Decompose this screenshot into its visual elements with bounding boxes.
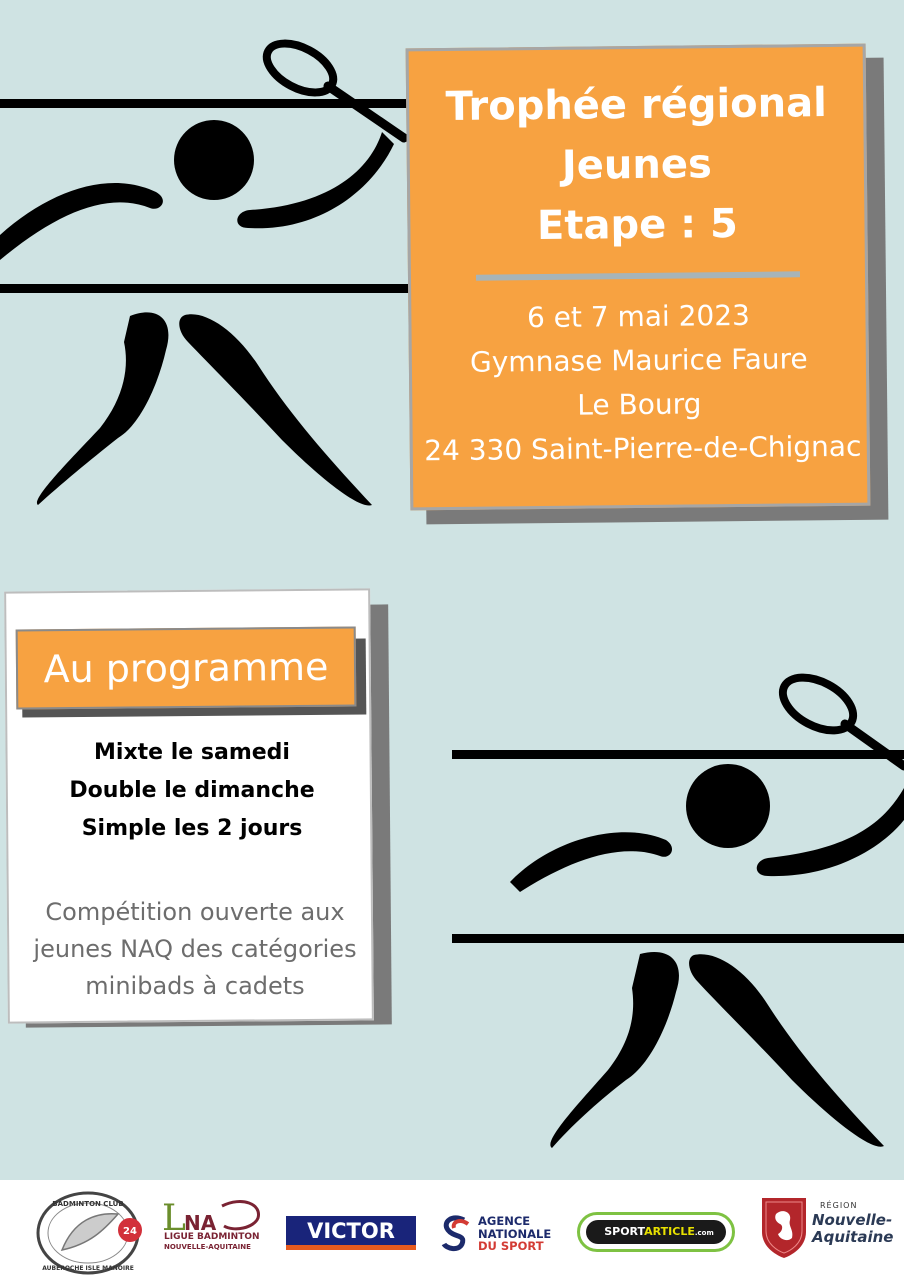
event-address-1: Le Bourg <box>577 387 702 422</box>
lna-text <box>164 1232 260 1252</box>
sportarticle-inner <box>586 1220 726 1244</box>
title-line-1: Trophée régional <box>445 80 828 131</box>
lna-logo <box>162 1196 270 1236</box>
event-venue: Gymnase Maurice Faure <box>469 342 808 379</box>
sportarticle-logo <box>577 1212 735 1252</box>
event-dates: 6 et 7 mai 2023 <box>526 298 751 335</box>
region-line-2: Aquitaine <box>812 1228 894 1246</box>
title-line-2: Jeunes <box>561 141 713 189</box>
region-crest-icon <box>760 1196 808 1258</box>
sportarticle-text <box>586 1225 732 1240</box>
victor-logo <box>286 1216 416 1250</box>
schedule-item: Double le dimanche <box>69 778 315 803</box>
club-number: 24 <box>123 1226 137 1237</box>
schedule-item: Mixte le samedi <box>94 740 290 765</box>
description-line: minibads à cadets <box>85 972 305 1000</box>
region-label: RÉGION <box>820 1201 858 1210</box>
victor-text: VICTOR <box>307 1219 395 1243</box>
ans-text <box>478 1215 551 1253</box>
lna-line-1: LIGUE BADMINTON <box>164 1232 260 1242</box>
lna-line-2: NOUVELLE-AQUITAINE <box>164 1243 251 1251</box>
sportarticle-b: ARTICLE <box>644 1225 695 1238</box>
description-line: Compétition ouverte aux <box>45 898 345 926</box>
ans-line-3 <box>478 1240 551 1253</box>
badminton-player-icon <box>0 20 420 520</box>
region-line-1: Nouvelle- <box>812 1211 893 1229</box>
title-card <box>406 44 871 511</box>
description-line: jeunes NAQ des catégories <box>33 935 357 963</box>
club-name-top: BADMINTON CLUB <box>52 1200 124 1208</box>
svg-text:NA: NA <box>184 1211 217 1235</box>
ans-logo <box>438 1214 472 1252</box>
programme-description <box>14 894 376 1005</box>
club-name-bottom: AUBEROCHE ISLE MANOIRE <box>42 1265 134 1272</box>
ans-line-1: AGENCE <box>478 1214 531 1228</box>
programme-schedule <box>20 734 364 848</box>
schedule-item: Simple les 2 jours <box>81 816 303 841</box>
club-logo <box>34 1190 150 1276</box>
title-line-3: Etape : 5 <box>536 200 739 250</box>
programme-heading: Au programme <box>16 627 357 710</box>
region-name <box>812 1212 893 1246</box>
ans-line-2: NATIONALE <box>478 1226 552 1241</box>
badminton-player-icon <box>500 670 904 1160</box>
ans-line-3-text: DU SPORT <box>478 1239 544 1253</box>
svg-text:L: L <box>162 1198 186 1236</box>
sportarticle-a: SPORT <box>604 1225 645 1238</box>
sportarticle-c: .com <box>694 1229 714 1237</box>
event-address-2: 24 330 Saint-Pierre-de-Chignac <box>424 429 862 468</box>
title-divider <box>476 271 800 280</box>
